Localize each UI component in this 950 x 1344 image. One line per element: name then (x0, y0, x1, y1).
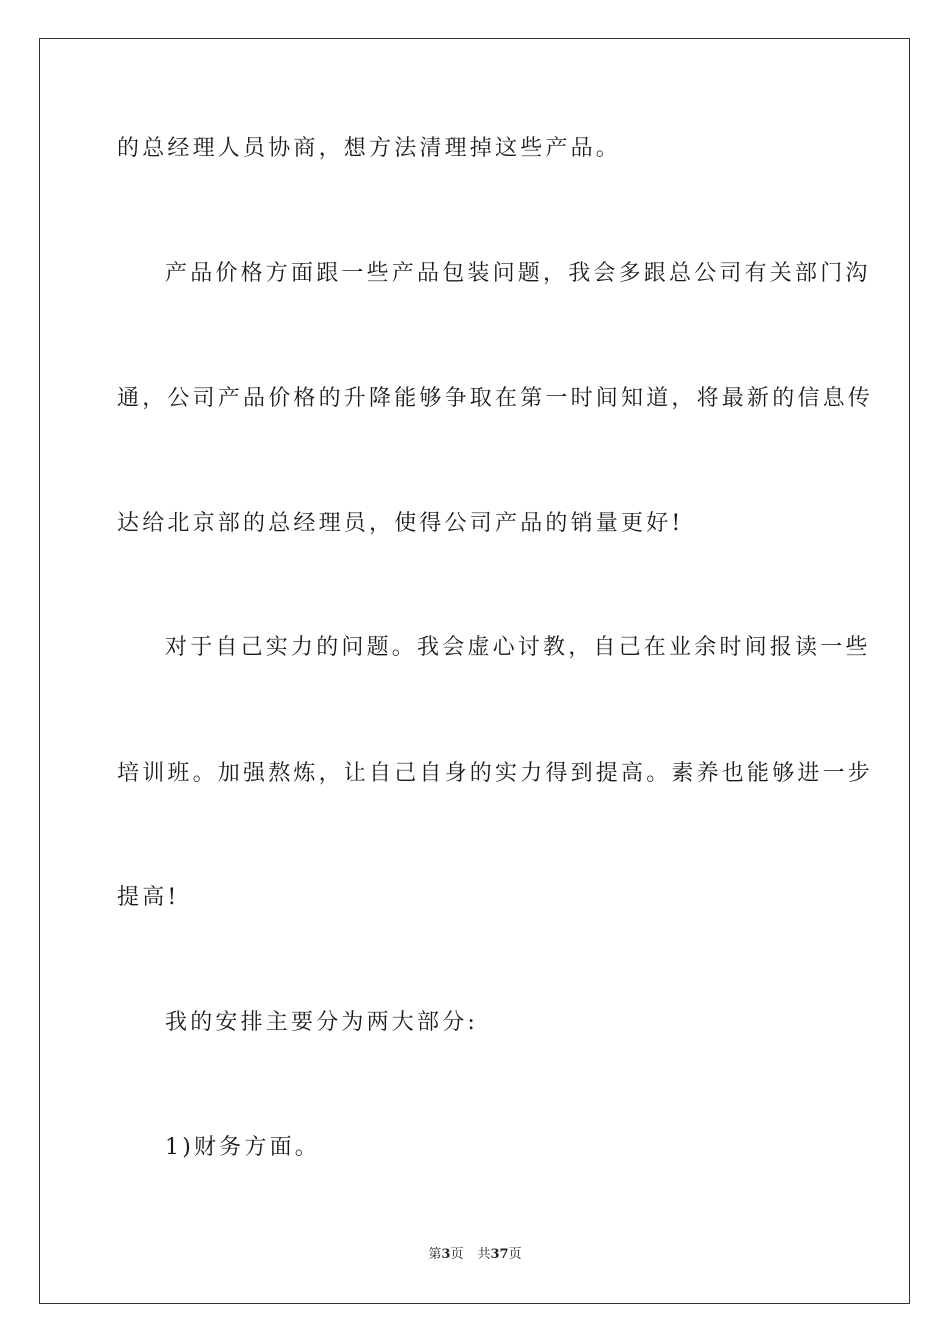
paragraph-line-1: 的总经理人员协商，想方法清理掉这些产品。 (117, 136, 622, 161)
page-footer (0, 1246, 950, 1264)
page-border (39, 38, 910, 1304)
paragraph-line-5: 对于自己实力的问题。我会虚心讨教，自己在业余时间报读一些 (165, 635, 871, 660)
paragraph-line-2: 产品价格方面跟一些产品包装问题，我会多跟总公司有关部门沟 (165, 261, 871, 286)
paragraph-line-3: 通，公司产品价格的升降能够争取在第一时间知道，将最新的信息传 (117, 386, 874, 411)
paragraph-line-8: 我的安排主要分为两大部分: (165, 1010, 479, 1035)
footer-page-prefix: 第 (428, 1247, 442, 1262)
footer-total-pages: 37 (490, 1247, 509, 1262)
footer-total-prefix: 共 (477, 1247, 491, 1262)
paragraph-line-7: 提高! (117, 885, 180, 910)
paragraph-line-4: 达给北京部的总经理员，使得公司产品的销量更好! (117, 511, 684, 536)
paragraph-line-6: 培训班。加强熬炼，让自己自身的实力得到提高。素养也能够进一步 (117, 761, 874, 786)
footer-total-suffix: 页 (508, 1247, 522, 1262)
footer-page-number: 3 (441, 1247, 451, 1262)
paragraph-line-9: 1)财务方面。 (165, 1135, 320, 1160)
footer-page-suffix: 页 (450, 1247, 464, 1262)
